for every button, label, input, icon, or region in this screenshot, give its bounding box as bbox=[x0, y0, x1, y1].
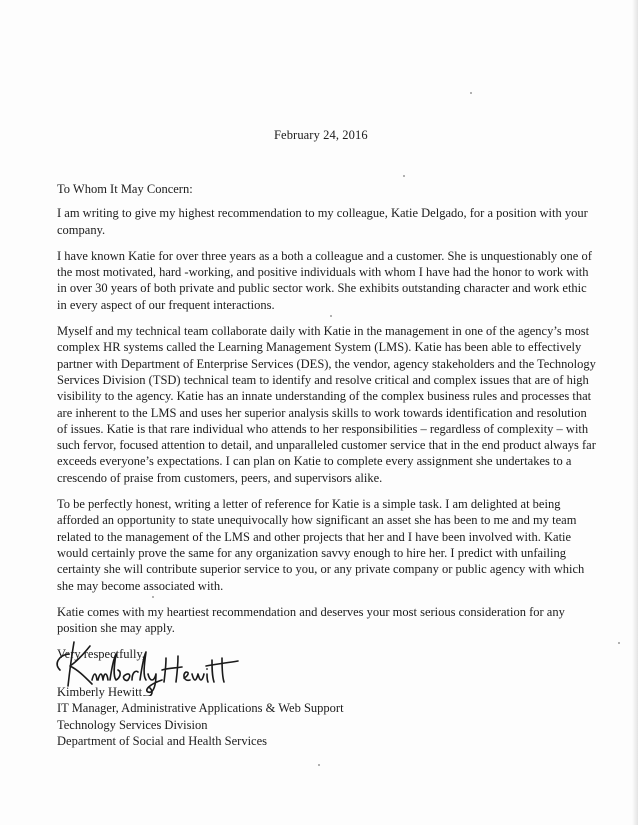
scan-speck bbox=[152, 596, 154, 598]
salutation: To Whom It May Concern: bbox=[57, 182, 193, 196]
signer-division: Technology Services Division bbox=[57, 717, 208, 732]
scan-edge-shadow bbox=[632, 0, 638, 825]
letter-body bbox=[57, 181, 597, 663]
signer-name: Kimberly Hewitt bbox=[57, 685, 143, 699]
scan-speck bbox=[618, 642, 620, 644]
scan-speck bbox=[330, 315, 332, 317]
scan-speck bbox=[470, 92, 472, 94]
paragraph-relationship: I have known Katie for over three years as a both a colleague and a customer. She is unquestionably one of the most motivated, hard -working, and positive individuals with whom I have had the honor to work with in over 30 years of both private and public sector work. She exhibits outstanding character and work ethic in every aspect of our frequent interactions. bbox=[57, 248, 592, 312]
paragraph-collaboration: Myself and my technical team collaborate daily with Katie in the management in one of the agency’s most complex HR systems called the Learning Management System (LMS). Katie has been able to effectively partner with Department of Enterprise Services (DES), the vendor, agency stakeholders and the Technology Services Division (TSD) technical team to identify and resolve critical and complex issues that are of high visibility to the agency. Katie has an innate understanding of the complex business rules and processes that are inherent to the LMS and uses her superior analysis skills to work towards identification and resolution of issues. Katie is that rare individual who attends to her responsibilities – regardless of complexity – with such fervor, focused attention to detail, and unparalleled customer service that in the end product always far exceeds everyone’s expectations. I can plan on Katie to complete every assignment she undertakes to a crescendo of praise from customers, peers, and supervisors alike. bbox=[57, 324, 596, 485]
signer-title: IT Manager, Administrative Applications & Web Support bbox=[57, 701, 344, 716]
signer-department: Department of Social and Health Services bbox=[57, 733, 267, 748]
paragraph-endorsement: To be perfectly honest, writing a letter of reference for Katie is a simple task. I am delighted at being afforded an opportunity to state unequivocally how significant an asset she has been to me and my team related to the management of the LMS and other projects that her and I have been involved with. Katie would certainly prove the same for any organization savvy enough to hire her. I predict with unfailing certainty she will contribute superior service to you, or any private company or public agency with which she may become associated with. bbox=[57, 497, 585, 593]
scan-speck bbox=[403, 175, 405, 177]
signature-block bbox=[57, 684, 344, 749]
closing: Very respectfully, bbox=[57, 647, 146, 662]
paragraph-intro: I am writing to give my highest recommendation to my colleague, Katie Delgado, for a position with your company. bbox=[57, 206, 588, 237]
letter-date: February 24, 2016 bbox=[274, 128, 368, 142]
paragraph-conclusion: Katie comes with my heartiest recommendation and deserves your most serious consideration for any position she may apply. bbox=[57, 604, 565, 636]
scan-speck bbox=[318, 764, 320, 766]
